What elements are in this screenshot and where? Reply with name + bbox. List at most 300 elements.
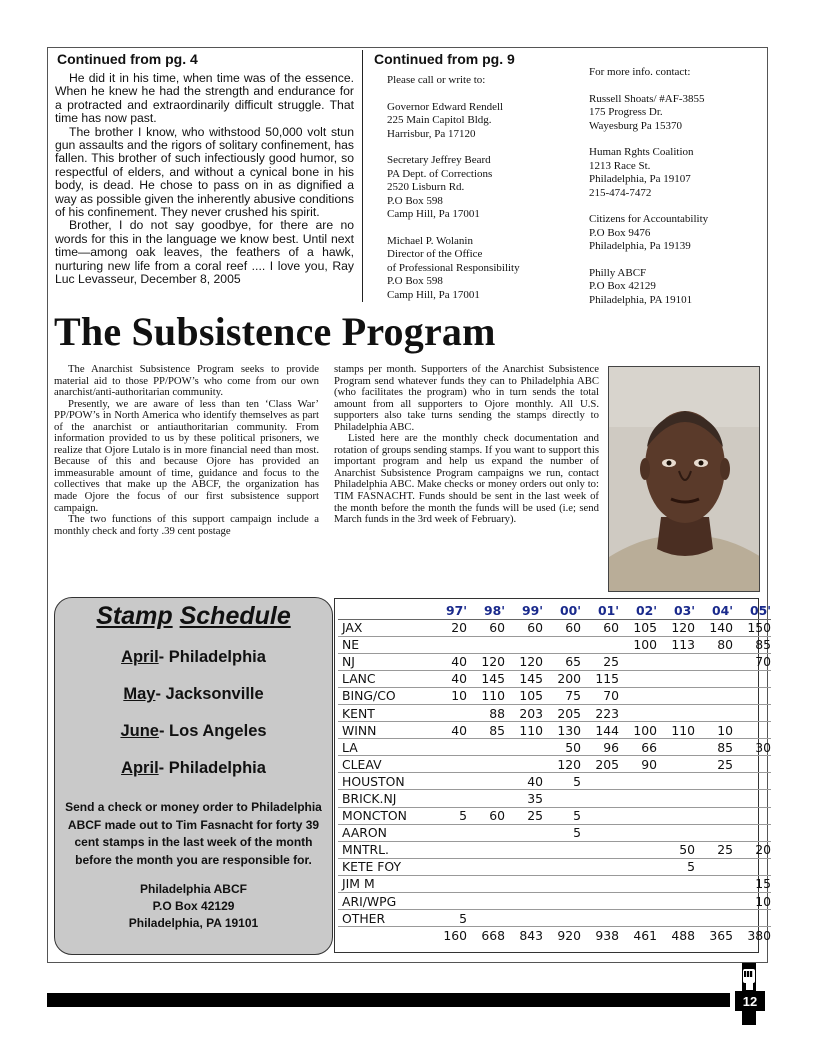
table-cell [657,807,695,824]
table-cell: 5 [657,858,695,875]
stamp-address-line: P.O Box 42129 [152,899,235,913]
table-cell [429,636,467,653]
table-cell [733,824,771,841]
table-cell [619,653,657,670]
table-cell: 200 [543,670,581,687]
table-header-blank [338,603,429,619]
table-row [338,636,771,653]
address-line: P.O Box 42129 [589,280,656,292]
address-line: Secretary Jeffrey Beard [387,154,491,166]
address-line: 1213 Race St. [589,159,651,172]
table-cell: 10 [695,722,733,739]
table-cell [619,893,657,910]
address-line: Camp Hill, Pa 17001 [387,288,480,301]
table-cell [581,790,619,807]
address-line: Philly ABCF [589,266,647,279]
address-line: Please call or write to: [387,74,486,86]
address-line: Philadelphia, Pa 19107 [589,173,691,185]
table-cell: 85 [733,636,771,653]
table-cell: 144 [581,722,619,739]
table-cell [657,756,695,773]
total-cell: 461 [633,927,657,943]
table-cell [619,670,657,687]
obituary-text [55,72,354,287]
table-cell: 120 [543,756,581,773]
article-paragraph: Presently, we are aware of less than ten ‘Class War’ PP/POW’s in North America who identify themselves as part of the anarchist or antiauthoritarian community. From information provided to us by these political prisoners, we realize that Ojore Lutalo is in more financial need than most. Because of this and because Ojore has provided an immeasurable amount of time, guidance and focus to the collectives that make up the ABCF, the organization has made Ojore the focus of our first subsistence support campaign. [54,397,319,514]
table-cell: 60 [505,619,543,636]
table-cell [619,687,657,704]
table-cell: 90 [619,756,657,773]
table-cell: 50 [657,841,695,858]
stamp-month-item [55,646,332,668]
table-cell: 20 [733,841,771,858]
table-cell [429,875,467,892]
table-cell: 5 [543,807,581,824]
address-line: 2520 Lisburn Rd. [387,181,465,193]
group-name: KENT [338,704,429,721]
table-cell: 66 [619,739,657,756]
table-cell: 80 [695,636,733,653]
group-name: OTHER [338,910,429,927]
table-cell [619,858,657,875]
article-paragraph: The two functions of this support campaign include a monthly check and forty .39 cent postage [54,513,319,537]
table-cell: 40 [429,670,467,687]
address-block [589,93,708,134]
address-line: Human Rghts Coalition [589,146,694,158]
table-cell: 110 [657,722,695,739]
table-row [338,910,771,927]
table-cell [467,756,505,773]
table-cell [581,807,619,824]
table-cell: 145 [505,670,543,687]
table-row [338,687,771,704]
table-cell [733,910,771,927]
table-cell: 205 [581,756,619,773]
table-cell [733,790,771,807]
table-cell: 100 [619,636,657,653]
month-city: - Los Angeles [158,722,267,740]
table-cell [733,773,771,790]
table-cell: 96 [581,739,619,756]
address-block [589,146,708,200]
month-city: - Philadelphia [158,648,266,666]
table-cell [733,670,771,687]
total-cell: 160 [443,927,467,943]
table-cell [429,773,467,790]
table-cell [695,858,733,875]
address-line: of Professional Responsibility [387,261,520,274]
table-cell [657,687,695,704]
table-cell [505,910,543,927]
address-line: Michael P. Wolanin [387,234,473,247]
table-cell [619,790,657,807]
table-cell [657,704,695,721]
address-line: P.O Box 598 [387,194,443,207]
table-cell [695,910,733,927]
group-name: BING/CO [338,687,429,704]
table-cell [505,636,543,653]
table-cell [581,636,619,653]
address-line: Philadelphia, Pa 19139 [589,240,691,252]
address-line: Camp Hill, Pa 17001 [387,208,480,220]
table-cell [657,739,695,756]
total-cell: 488 [671,927,695,943]
stamp-title-word: Stamp [96,602,173,630]
table-cell: 50 [543,739,581,756]
table-cell [657,893,695,910]
continued-heading-pg4: Continued from pg. 4 [57,51,198,67]
table-cell [581,841,619,858]
table-header-row [338,603,771,619]
table-row [338,807,771,824]
total-cell: 365 [709,927,733,943]
table-cell: 25 [505,807,543,824]
table-cell [657,670,695,687]
table-row [338,670,771,687]
table-row [338,653,771,670]
table-cell [619,824,657,841]
table-cell [429,858,467,875]
table-cell [467,790,505,807]
table-cell [619,773,657,790]
table-cell: 145 [467,670,505,687]
table-cell [619,910,657,927]
table-cell: 10 [429,687,467,704]
address-block [387,154,520,222]
footer-bar [47,993,730,1007]
table-cell [657,653,695,670]
stamp-schedule-box [54,597,333,955]
table-cell [429,739,467,756]
table-cell: 105 [619,619,657,636]
group-name: CLEAV [338,756,429,773]
table-cell: 40 [429,722,467,739]
table-cell: 25 [695,841,733,858]
table-cell [429,893,467,910]
table-cell [695,807,733,824]
table-cell [657,875,695,892]
stamp-schedule-title [55,602,332,631]
table-cell [619,704,657,721]
stamp-instructions: Send a check or money order to Philadelphia ABCF made out to Tim Fasnacht for forty 39 cent stamps in the last week of the month before the month you are responsible for. [65,800,322,867]
table-cell [543,790,581,807]
table-cell [467,773,505,790]
year-header: 98' [467,603,505,619]
table-cell [695,670,733,687]
article-paragraph: Listed here are the monthly check documentation and rotation of groups sending stamps. If you want to support this important program and help us expand the number of Anarchist Subsistence Program campaigns we run, contact Philadelphia ABC. Make checks or money orders out only to: TIM FASNACHT. Funds should be sent in the last week of the month before the month the funds will be used (i.e; send March funds in the 3rd week of February). [334,432,599,526]
column-divider [362,50,363,302]
table-cell [695,653,733,670]
group-name: LANC [338,670,429,687]
table-cell: 5 [429,910,467,927]
group-name: MONCTON [338,807,429,824]
stamp-month-item [55,720,332,742]
table-cell: 5 [543,824,581,841]
table-cell [543,910,581,927]
table-row [338,739,771,756]
table-cell [657,910,695,927]
table-cell: 35 [505,790,543,807]
table-cell [543,841,581,858]
address-line: Harrisbur, Pa 17120 [387,127,476,140]
table-cell: 120 [657,619,695,636]
table-cell: 203 [505,704,543,721]
table-cell [619,807,657,824]
table-cell: 105 [505,687,543,704]
year-header: 99' [505,603,543,619]
table-cell [429,841,467,858]
address-line: Philadelphia, PA 19101 [589,293,693,306]
address-line: For more info. contact: [589,66,691,78]
table-cell [581,858,619,875]
article-paragraph: The Anarchist Subsistence Program seeks to provide material aid to those PP/POW’s who come from our own anarchist/anti-authoritarian community. [54,363,319,399]
table-cell [695,704,733,721]
table-cell: 100 [619,722,657,739]
article-right-column [334,364,599,526]
portrait-illustration [609,367,760,592]
table-cell: 40 [429,653,467,670]
table-row [338,790,771,807]
table-row [338,619,771,636]
table-cell [695,824,733,841]
month-city: - Jacksonville [155,685,264,703]
table-cell [619,841,657,858]
group-name: ARI/WPG [338,893,429,910]
table-cell [733,704,771,721]
table-cell [733,756,771,773]
table-cell [581,824,619,841]
month-city: - Philadelphia [158,759,266,777]
table-cell [695,875,733,892]
table-cell: 205 [543,704,581,721]
table-cell [467,910,505,927]
totals-label-cell [338,927,429,944]
contact-addresses [387,74,520,315]
address-block [387,74,520,88]
table-cell: 25 [581,653,619,670]
table-cell [733,722,771,739]
table-cell: 60 [467,807,505,824]
month-name: June [120,722,159,740]
year-header: 04' [695,603,733,619]
table-cell [695,687,733,704]
year-header: 05' [733,603,771,619]
table-row [338,704,771,721]
table-cell: 70 [733,653,771,670]
table-cell [581,893,619,910]
table-cell [467,636,505,653]
table-cell: 10 [733,893,771,910]
table-cell [733,807,771,824]
article-title: The Subsistence Program [54,309,496,354]
table-cell: 5 [543,773,581,790]
address-line: 175 Progress Dr. [589,106,663,118]
table-row [338,722,771,739]
table-cell: 150 [733,619,771,636]
table-row [338,875,771,892]
month-name: May [123,685,156,703]
table-cell: 110 [467,687,505,704]
stamp-month-item [55,683,332,705]
table-row [338,824,771,841]
group-name: LA [338,739,429,756]
month-name: April [121,759,159,777]
total-cell: 920 [557,927,581,943]
address-line: Russell Shoats/ #AF-3855 [589,92,705,105]
table-cell [505,739,543,756]
table-cell [429,704,467,721]
year-header: 01' [581,603,619,619]
stamp-months [55,646,332,779]
table-cell: 60 [467,619,505,636]
group-name: NE [338,636,429,653]
table-cell [467,824,505,841]
address-line: Citizens for Accountability [589,213,709,225]
total-cell: 380 [747,927,771,943]
table-cell [733,858,771,875]
table-row [338,893,771,910]
portrait-photo [608,366,760,592]
table-cell [543,858,581,875]
table-cell [695,790,733,807]
table-cell: 223 [581,704,619,721]
year-header: 03' [657,603,695,619]
table-cell [581,875,619,892]
table-cell [467,875,505,892]
group-name: JAX [338,619,429,636]
table-cell [657,824,695,841]
table-cell: 60 [581,619,619,636]
table-cell: 130 [543,722,581,739]
group-name: WINN [338,722,429,739]
table-cell [467,858,505,875]
total-cell: 938 [595,927,619,943]
group-name: MNTRL. [338,841,429,858]
table-cell: 20 [429,619,467,636]
table-cell [581,910,619,927]
group-name: BRICK.NJ [338,790,429,807]
table-cell: 113 [657,636,695,653]
continued-heading-pg9: Continued from pg. 9 [374,51,515,67]
info-contacts [589,66,708,320]
schedule-title-word: Schedule [179,602,291,630]
address-line: Governor Edward Rendell [387,100,504,113]
table-cell: 65 [543,653,581,670]
table-cell [505,875,543,892]
address-line: P.O Box 9476 [589,226,651,239]
table-row [338,773,771,790]
table-cell: 70 [581,687,619,704]
monthly-check-table [338,603,771,944]
group-name: NJ [338,653,429,670]
table-row [338,756,771,773]
group-name: KETE FOY [338,858,429,875]
stamp-address-line: Philadelphia, PA 19101 [128,916,259,930]
address-block [387,101,520,142]
address-line: P.O Box 598 [387,275,443,287]
table-cell: 60 [543,619,581,636]
total-cell: 843 [519,927,543,943]
table-cell: 5 [429,807,467,824]
address-block [589,213,708,254]
stamp-month-item [55,757,332,779]
table-cell [733,687,771,704]
group-name: HOUSTON [338,773,429,790]
table-cell [429,756,467,773]
table-cell [695,893,733,910]
table-cell [657,790,695,807]
address-block [387,235,520,303]
table-cell [695,773,733,790]
address-line: 215-474-7472 [589,186,652,199]
obituary-paragraph: He did it in his time, when time was of the essence. When he knew he had the strength and endurance for a protracted and extraordinarily difficult struggle. That time has now past. [55,71,354,126]
obituary-paragraph: Brother, I do not say goodbye, for there are no words for this in the language we know best. Until next time—among oak leaves, the feathers of a hawk, nurturing new life from a coral reef .... I love you, Ray Luc Levasseur, December 8, 2005 [55,218,354,287]
table-cell [505,824,543,841]
table-cell [543,636,581,653]
year-header: 02' [619,603,657,619]
table-cell [467,841,505,858]
table-cell [543,893,581,910]
obituary-paragraph: The brother I know, who withstood 50,000 volt stun gun assaults and the rigors of solitary confinement, has fallen. This brother of such infectiously good humor, so respectful of elders, and without a cynical bone in his body, is dead. He chose to pass on in as dignified a way as possible given the inherently abusive conditions of his confinement. They never crushed his spirit. [55,124,354,220]
table-cell [657,773,695,790]
table-cell [581,773,619,790]
table-cell [505,756,543,773]
year-header: 00' [543,603,581,619]
table-cell [467,739,505,756]
address-line: 225 Main Capitol Bldg. [387,114,492,126]
table-cell: 120 [467,653,505,670]
table-cell: 85 [695,739,733,756]
table-cell [543,875,581,892]
table-cell [619,875,657,892]
totals-row [338,927,771,944]
table-cell: 30 [733,739,771,756]
table-cell: 25 [695,756,733,773]
table-cell [505,858,543,875]
address-line: Wayesburg Pa 15370 [589,119,683,132]
group-name: AARON [338,824,429,841]
table-cell: 115 [581,670,619,687]
address-block [589,267,708,308]
table-row [338,841,771,858]
table-cell: 75 [543,687,581,704]
table-cell: 140 [695,619,733,636]
year-header: 97' [429,603,467,619]
table-cell: 120 [505,653,543,670]
table-cell [505,841,543,858]
table-cell [429,824,467,841]
address-block [589,66,708,80]
page-number: 12 [742,994,758,1009]
table-cell: 85 [467,722,505,739]
table-cell [429,790,467,807]
month-name: April [121,648,159,666]
table-cell: 40 [505,773,543,790]
group-name: JIM M [338,875,429,892]
table-row [338,858,771,875]
address-line: PA Dept. of Corrections [387,167,493,180]
total-cell: 668 [481,927,505,943]
table-cell: 88 [467,704,505,721]
address-line: Director of the Office [387,248,483,260]
table-cell [505,893,543,910]
stamp-address [55,881,332,932]
article-paragraph: stamps per month. Supporters of the Anarchist Subsistence Program send whatever funds they can to Philadelphia ABC (who facilitates the program) who in turn sends the total amount from all supporters to Ojore monthly. All U.S. supporters also take turns sending the stamps directly to Philadelphia ABC. [334,363,599,433]
page-badge [733,963,765,1025]
table-cell: 15 [733,875,771,892]
table-cell: 110 [505,722,543,739]
table-cell [467,893,505,910]
